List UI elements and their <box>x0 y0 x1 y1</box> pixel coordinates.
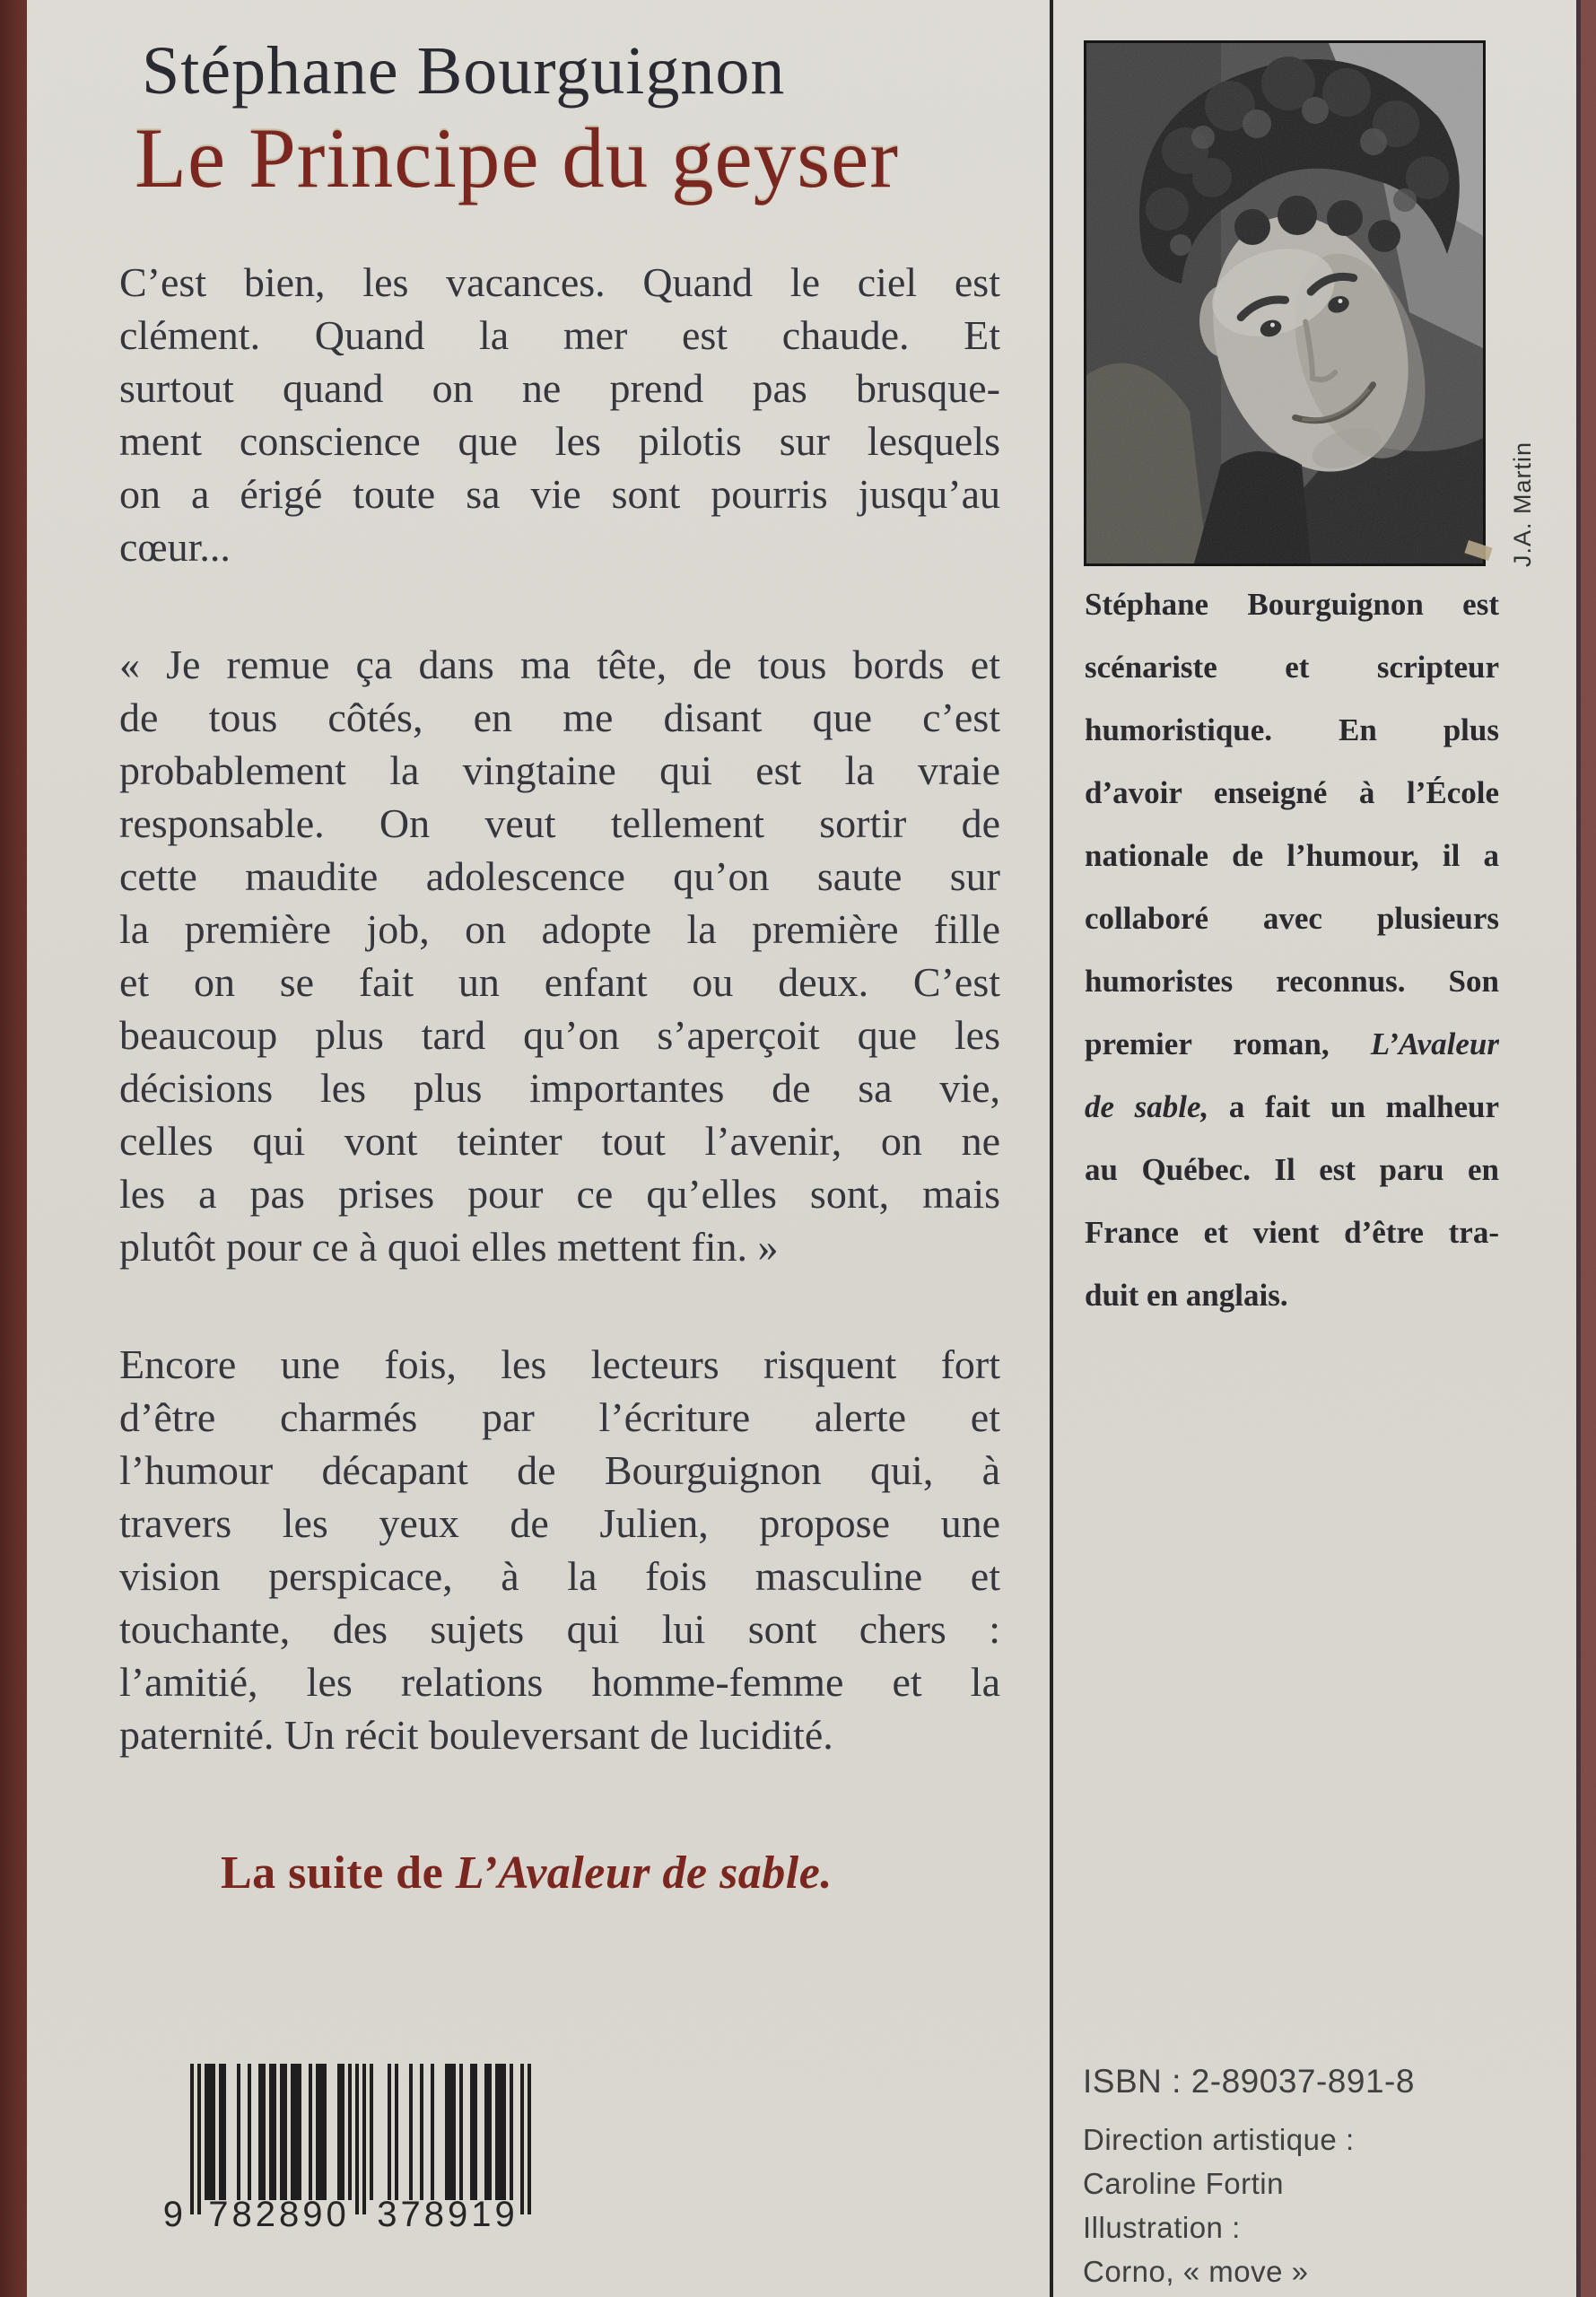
text-line: « Je remue ça dans ma tête, de tous bords et <box>119 642 1000 687</box>
barcode-bar <box>474 2064 477 2200</box>
credit-line: Caroline Fortin <box>1083 2167 1284 2200</box>
text-line: probablement la vingtaine qui est la vraie <box>119 747 1000 793</box>
text-line: Stéphane Bourguignon est <box>1085 587 1499 622</box>
divider-rule <box>1050 0 1053 2297</box>
text-line: surtout quand on ne prend pas brusque- <box>119 365 1000 411</box>
text-line: la première job, on adopte la première fille <box>119 906 1000 952</box>
credits <box>1083 2118 1531 2293</box>
text-line: C’est bien, les vacances. Quand le ciel est <box>119 259 1000 305</box>
barcode-bar <box>502 2064 506 2200</box>
barcode-bar <box>370 2064 373 2200</box>
text-line: celles qui vont teinter tout l’avenir, on ne <box>119 1118 1000 1164</box>
text-line: responsable. On veut tellement sortir de <box>119 800 1000 846</box>
barcode-bar <box>452 2064 456 2200</box>
text-line: premier roman, L’Avaleur <box>1085 1026 1499 1061</box>
text-line: au Québec. Il est paru en <box>1085 1152 1499 1187</box>
barcode-bar <box>520 2064 524 2214</box>
spine-left-band <box>0 0 27 2297</box>
text-line: on a érigé toute sa vie sont pourris jusqu’au <box>119 471 1000 517</box>
barcode-bar <box>362 2064 366 2214</box>
barcode-bar <box>528 2064 531 2214</box>
text-line: travers les yeux de Julien, propose une <box>119 1500 1000 1546</box>
barcode-bars <box>190 2064 531 2216</box>
author-photo-art <box>1086 43 1483 563</box>
barcode-bar <box>409 2064 413 2200</box>
barcode-bar <box>395 2064 398 2200</box>
barcode-bar <box>341 2064 344 2200</box>
credit-line: Direction artistique : <box>1083 2123 1355 2156</box>
barcode-bar <box>298 2064 301 2200</box>
photo-credit: J.A. Martin <box>1509 441 1536 567</box>
barcode-bar <box>309 2064 312 2200</box>
tagline: La suite de L’Avaleur de sable. <box>221 1847 833 1899</box>
barcode-digit-group-left: 782890 <box>208 2195 350 2234</box>
text-line: de tous côtés, en me disant que c’est <box>119 694 1000 740</box>
text-line: clément. Quand la mer est chaude. Et <box>119 312 1000 358</box>
barcode-bar <box>212 2064 215 2200</box>
barcode-bar <box>323 2064 327 2200</box>
isbn: ISBN : 2-89037-891-8 <box>1083 2063 1415 2100</box>
text-line: vision perspicace, à la fois masculine et <box>119 1553 1000 1599</box>
text-line: touchante, des sujets qui lui sont chers : <box>119 1606 1000 1652</box>
text-line: cœur... <box>119 524 231 570</box>
text-line: d’avoir enseigné à l’École <box>1085 775 1499 810</box>
barcode-bar <box>197 2064 201 2214</box>
barcode-bar <box>388 2064 391 2200</box>
text-line: beaucoup plus tard qu’on s’aperçoit que les <box>119 1012 1000 1058</box>
barcode-digit-group-right: 378919 <box>377 2195 519 2234</box>
barcode-bar <box>237 2064 240 2200</box>
text-line: humoristique. En plus <box>1085 712 1499 747</box>
text-line: nationale de l’humour, il a <box>1085 838 1499 873</box>
text-line: décisions les plus importantes de sa vie, <box>119 1065 1000 1111</box>
barcode-bar <box>348 2064 352 2200</box>
barcode-digit-leading: 9 <box>162 2195 187 2234</box>
text-line: cette maudite adolescence qu’on saute sur <box>119 853 1000 899</box>
barcode-bar <box>510 2064 513 2200</box>
barcode <box>156 2064 533 2248</box>
barcode-bar <box>190 2064 194 2214</box>
barcode-bar <box>459 2064 463 2200</box>
text-line: France et vient d’être tra- <box>1085 1215 1499 1250</box>
text-line: paternité. Un récit bouleversant de lucidité. <box>119 1712 833 1758</box>
text-line: collaboré avec plusieurs <box>1085 901 1499 936</box>
barcode-bar <box>420 2064 423 2200</box>
barcode-bar <box>283 2064 287 2200</box>
text-line: scénariste et scripteur <box>1085 650 1499 685</box>
text-line: Encore une fois, les lecteurs risquent fort <box>119 1341 1000 1387</box>
barcode-bar <box>431 2064 434 2200</box>
synopsis-text <box>119 256 1000 1761</box>
text-line: les a pas prises pour ce qu’elles sont, mais <box>119 1171 1000 1217</box>
text-line: l’amitié, les relations homme-femme et la <box>119 1659 1000 1705</box>
barcode-bar <box>222 2064 226 2200</box>
author-name: Stéphane Bourguignon <box>142 33 786 109</box>
text-line: plutôt pour ce à quoi elles mettent fin. » <box>119 1224 779 1270</box>
text-line: duit en anglais. <box>1085 1278 1288 1313</box>
text-line: d’être charmés par l’écriture alerte et <box>119 1394 1000 1440</box>
spine-right-band <box>1576 0 1596 2297</box>
barcode-bar <box>355 2064 359 2214</box>
credit-line: Corno, « move » <box>1083 2255 1309 2288</box>
barcode-bar <box>262 2064 266 2200</box>
author-bio <box>1085 573 1499 1327</box>
barcode-bar <box>248 2064 251 2200</box>
barcode-bar <box>273 2064 276 2200</box>
text-line: de sable, a fait un malheur <box>1085 1089 1499 1124</box>
text-line: et on se fait un enfant ou deux. C’est <box>119 959 1000 1005</box>
paragraph <box>119 256 1000 573</box>
paragraph <box>119 638 1000 1273</box>
page-title: Le Principe du geyser <box>135 110 899 205</box>
barcode-bar <box>488 2064 492 2200</box>
colophon <box>1083 2061 1531 2293</box>
author-photo <box>1084 40 1486 566</box>
text-line: humoristes reconnus. Son <box>1085 964 1499 999</box>
credit-line: Illustration : <box>1083 2211 1241 2244</box>
text-line: ment conscience que les pilotis sur lesquels <box>119 418 1000 464</box>
paragraph <box>119 1338 1000 1761</box>
text-line: l’humour décapant de Bourguignon qui, à <box>119 1447 1000 1493</box>
